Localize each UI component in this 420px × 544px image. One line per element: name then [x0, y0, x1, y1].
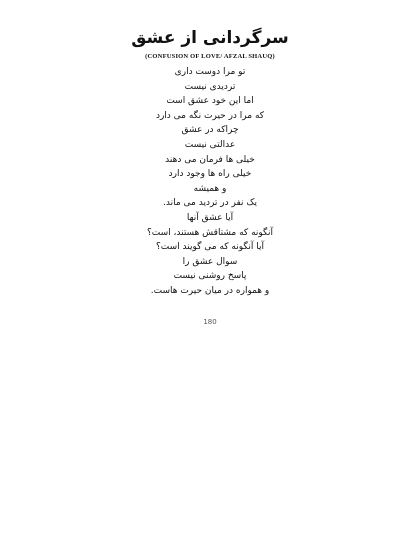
page-number: 180 — [203, 318, 217, 326]
poem-line: خیلی ها فرمان می دهند — [165, 154, 255, 165]
poem-line: سوال عشق را — [182, 256, 238, 267]
poem-line: و همیشه — [193, 183, 227, 194]
poem-line: تردیدی نیست — [184, 81, 236, 92]
poem-line: تو مرا دوست داری — [174, 67, 246, 77]
poem-line: اما این خود عشق است — [166, 96, 254, 107]
poem-line: پاسخ روشنی نیست — [173, 271, 247, 282]
poem-line: چراکه در عشق — [181, 125, 239, 136]
poem-line: عدالتی نیست — [184, 139, 236, 150]
poem-line: و همواره در میان حیرت هاست. — [150, 285, 270, 296]
poem-line: که مرا در حیرت نگه می دارد — [155, 110, 265, 121]
poem-title: سرگردانی از عشق — [131, 28, 289, 48]
poem-subtitle: (CONFUSION OF LOVE/ AFZAL SHAUQ) — [145, 53, 275, 60]
poem-line: یک نفر در تردید می ماند. — [163, 198, 257, 209]
poem-body — [0, 65, 420, 299]
poem-line: آیا آنگونه که می گویند است؟ — [156, 242, 264, 253]
poem-line: آنگونه که مشتاقش هستند، است؟ — [146, 227, 274, 238]
poem-line: خیلی راه ها وجود دارد — [168, 169, 252, 180]
poem-line: آیا عشق آنها — [186, 212, 234, 223]
